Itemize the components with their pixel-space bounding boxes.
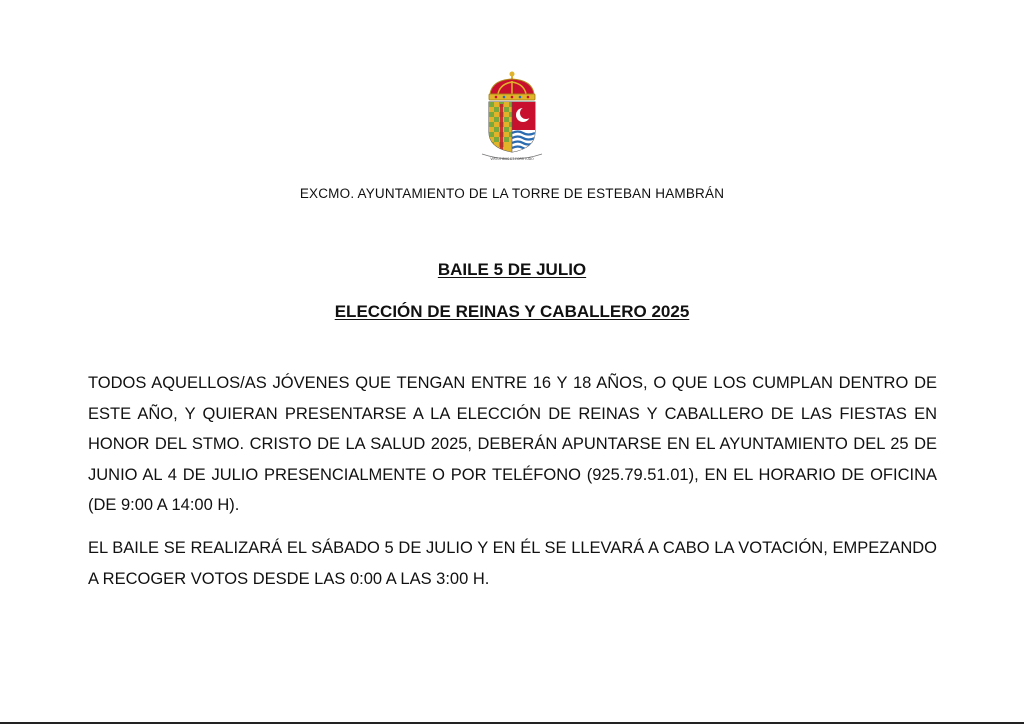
body-paragraph-2: EL BAILE SE REALIZARÁ EL SÁBADO 5 DE JULIO Y EN ÉL SE LLEVARÁ A CABO LA VOTACIÓN, EMPEZANDO A RECOGER VOTOS DESDE LAS 0:00 A LAS 3:00 H. (88, 539, 937, 588)
body-paragraph-1: TODOS AQUELLOS/AS JÓVENES QUE TENGAN ENTRE 16 Y 18 AÑOS, O QUE LOS CUMPLAN DENTRO DE ESTE AÑO, Y QUIERAN PRESENTARSE A LA ELECCIÓN DE REINAS Y CABALLERO DE LAS FIESTAS EN HONOR DEL STMO. CRISTO DE LA SALUD 2025, DEBERÁN APUNTARSE EN EL AYUNTAMIENTO DEL 25 DE JUNIO AL 4 DE JULIO PRESENCIALMENTE O POR TELÉFONO (925.79.51.01), EN EL HORARIO DE OFICINA (DE 9:00 A 14:00 H). (88, 374, 937, 514)
crest-motto: VIRTUTIBUS ET FORTITUDO (490, 157, 534, 161)
coat-of-arms-icon (478, 70, 546, 162)
sub-title: ELECCIÓN DE REINAS Y CABALLERO 2025 (334, 302, 690, 321)
organization-name: EXCMO. AYUNTAMIENTO DE LA TORRE DE ESTEBAN HAMBRÁN (299, 186, 725, 201)
main-title: BAILE 5 DE JULIO (437, 260, 587, 279)
